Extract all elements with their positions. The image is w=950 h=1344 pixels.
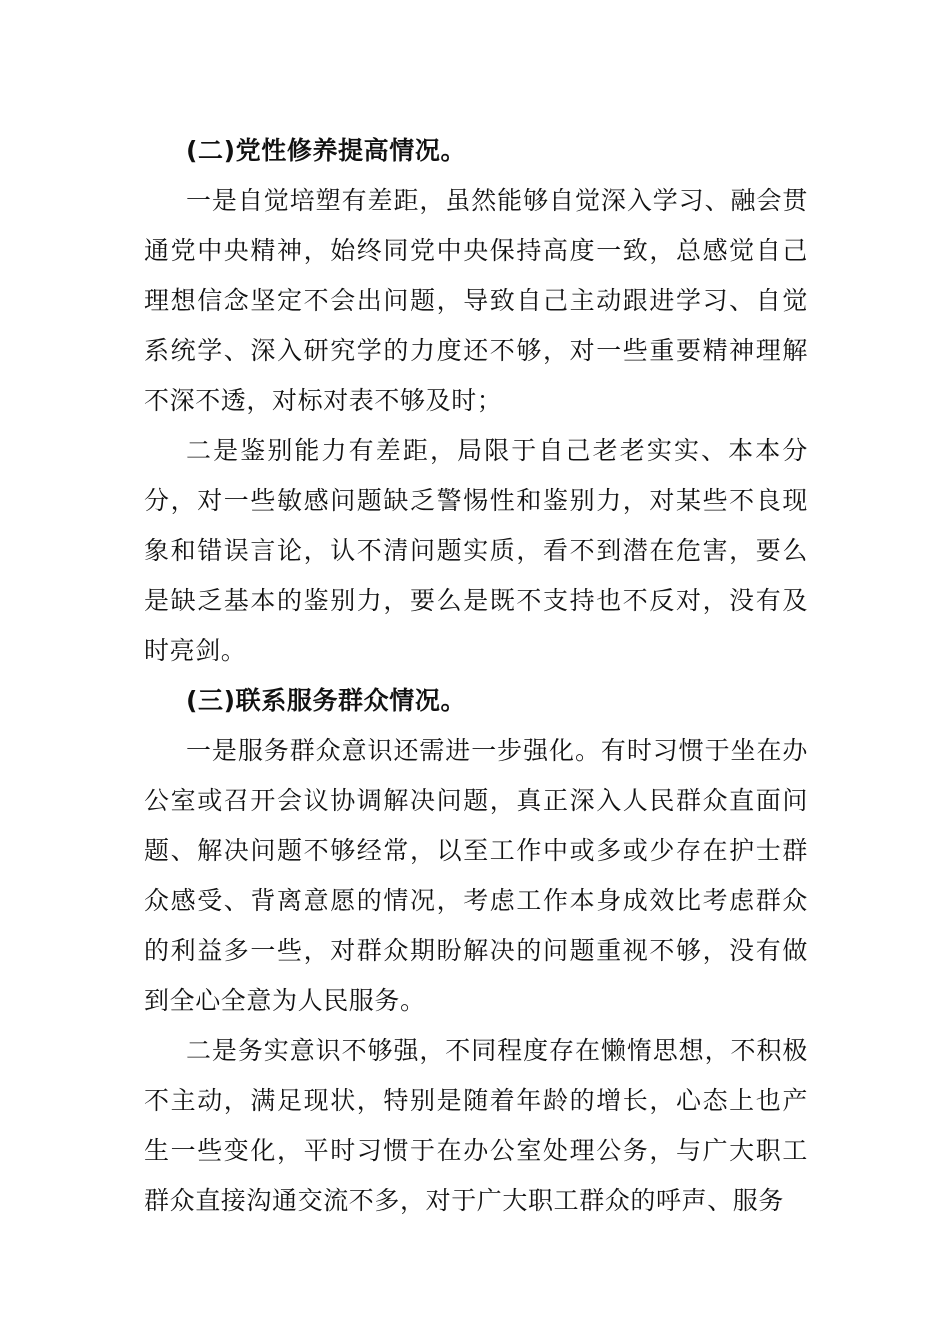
paragraph-discernment: 二是鉴别能力有差距，局限于自己老老实实、本本分分，对一些敏感问题缺乏警惕性和鉴别力，对某些不良现象和错误言论，认不清问题实质，看不到潜在危害，要么是缺乏基本的鉴别力，要么是既不支持也不反对，没有及时亮剑。: [144, 436, 808, 665]
section-heading-serving-masses: (三)联系服务群众情况。: [186, 686, 467, 715]
paragraph-self-cultivation: 一是自觉培塑有差距，虽然能够自觉深入学习、融会贯通党中央精神，始终同党中央保持高度一致，总感觉自己理想信念坚定不会出问题，导致自己主动跟进学习、自觉系统学、深入研究学的力度还不够，对一些重要精神理解不深不透，对标对表不够及时；: [144, 186, 808, 415]
section-heading-party-spirit: (二)党性修养提高情况。: [186, 136, 467, 165]
document-body: [144, 126, 808, 1226]
paragraph-pragmatic-awareness: 二是务实意识不够强，不同程度存在懒惰思想，不积极不主动，满足现状，特别是随着年龄的增长，心态上也产生一些变化，平时习惯于在办公室处理公务，与广大职工群众直接沟通交流不多，对于广大职工群众的呼声、服务: [144, 1036, 808, 1215]
paragraph-service-awareness: 一是服务群众意识还需进一步强化。有时习惯于坐在办公室或召开会议协调解决问题，真正深入人民群众直面问题、解决问题不够经常，以至工作中或多或少存在护士群众感受、背离意愿的情况，考虑工作本身成效比考虑群众的利益多一些，对群众期盼解决的问题重视不够，没有做到全心全意为人民服务。: [144, 736, 808, 1015]
